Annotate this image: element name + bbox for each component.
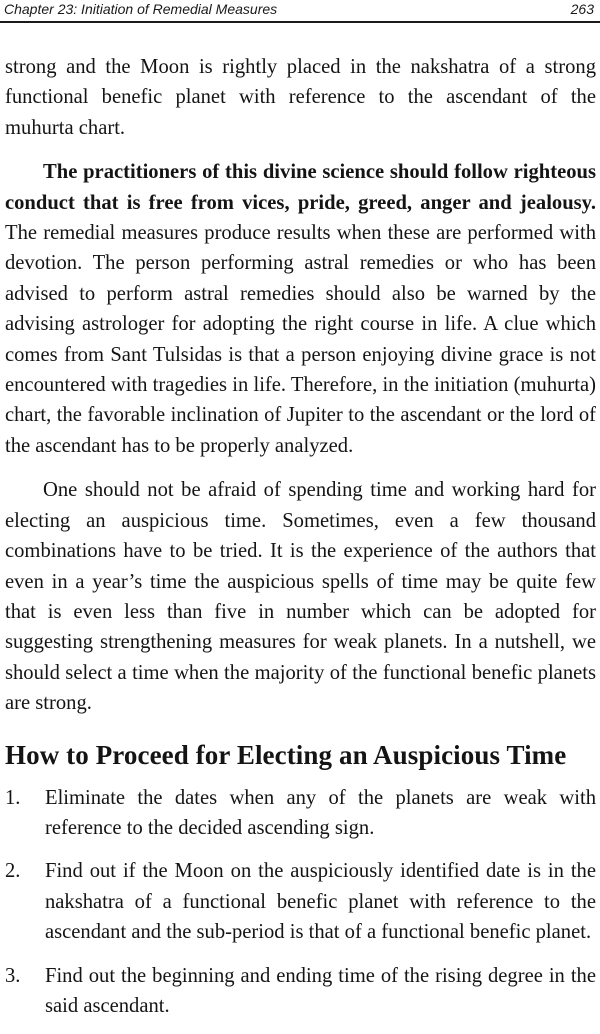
page-number: 263: [570, 1, 594, 17]
paragraph-continued: [5, 52, 596, 143]
step-text: Eliminate the dates when any of the planets are weak with reference to the decided ascending sign.: [45, 786, 596, 839]
paragraph-electing-time: [5, 475, 596, 718]
chapter-title: Chapter 23: Initiation of Remedial Measures: [4, 1, 278, 17]
step-number: 1.: [5, 786, 21, 809]
paragraph-text: One should not be afraid of spending time and working hard for electing an auspicious time. Sometimes, even a few thousand combinations have to be tried. It is the experience of the authors that even in a year’s time the auspicious spells of time may be quite few that is even less than five in number which can be adopted for suggesting strengthening measures for weak planets. In a nutshell, we should select a time when the majority of the functional benefic planets are strong.: [5, 479, 596, 715]
step-text: Find out the beginning and ending time of the rising degree in the said ascendant.: [45, 964, 596, 1017]
steps-list: [5, 783, 596, 1022]
page-header: [0, 0, 600, 26]
list-item: [5, 961, 596, 1022]
step-number: 2.: [5, 860, 21, 883]
page-body: [5, 52, 596, 1034]
paragraph-practitioners: [5, 157, 596, 461]
list-item: [5, 783, 596, 844]
step-number: 3.: [5, 964, 21, 987]
step-text: Find out if the Moon on the auspiciously identified date is in the nakshatra of a functional benefic planet with reference to the ascendant and the sub-period is that of a functional benefic planet.: [45, 860, 596, 944]
paragraph-text: strong and the Moon is rightly placed in the nakshatra of a strong functional benefic planet with reference to the ascendant of the muhurta chart.: [5, 56, 596, 139]
emphasized-sentence: The practitioners of this divine science should follow righteous conduct that is free from vices, pride, greed, anger and jealousy.: [5, 161, 596, 214]
list-item: [5, 856, 596, 947]
header-divider: [0, 21, 600, 23]
paragraph-text: The remedial measures produce results when these are performed with devotion. The person performing astral remedies or who has been advised to perform astral remedies should also be warned by the advising astrologer for adopting the right course in life. A clue which comes from Sant Tulsidas is that a person enjoying divine grace is not encountered with tragedies in life. Therefore, in the initiation (muhurta) chart, the favorable inclination of Jupiter to the ascendant or the lord of the ascendant has to be properly analyzed.: [5, 222, 596, 457]
section-heading: How to Proceed for Electing an Auspicious Time: [5, 739, 567, 770]
